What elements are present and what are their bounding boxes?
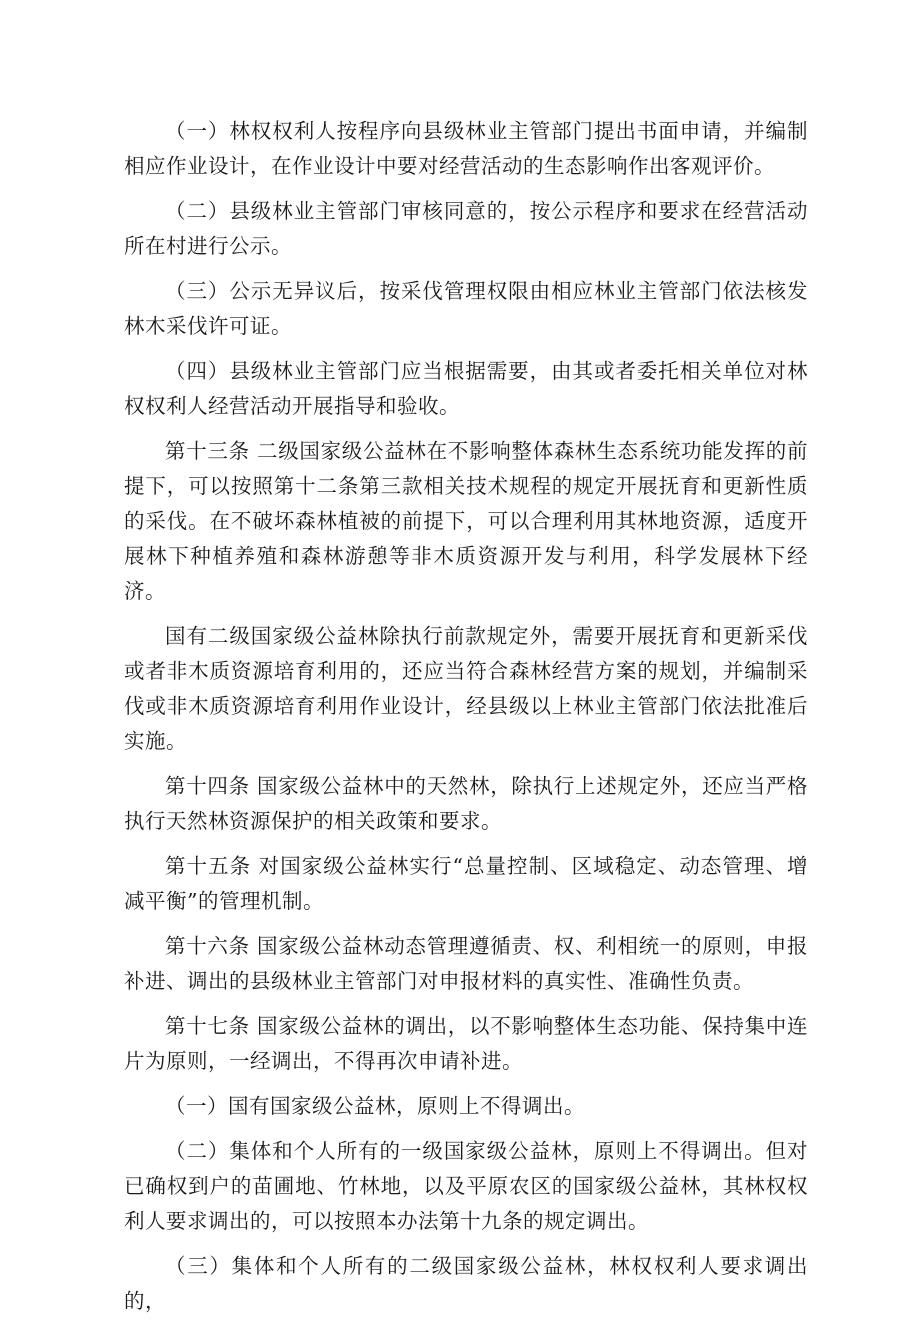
- paragraph-item-2-review: （二）县级林业主管部门审核同意的，按公示程序和要求在经营活动所在村进行公示。: [124, 199, 808, 258]
- paragraph-article-13-state-owned: 国有二级国家级公益林除执行前款规定外，需要开展抚育和更新采伐或者非木质资源培育利用的，还应当符合森林经营方案的规划，并编制采伐或非木质资源培育利用作业设计，经县级以上林业主管部门依法批准后实施。: [124, 624, 808, 753]
- paragraph-article-15: 第十五条 对国家级公益林实行“总量控制、区域稳定、动态管理、增减平衡”的管理机制。: [124, 854, 808, 913]
- document-body: [124, 114, 808, 1329]
- paragraph-article-17: 第十七条 国家级公益林的调出，以不影响整体生态功能、保持集中连片为原则，一经调出，不得再次申请补进。: [124, 1014, 808, 1073]
- paragraph-article-17-item-1: （一）国有国家级公益林，原则上不得调出。: [165, 1094, 585, 1118]
- paragraph-article-14: 第十四条 国家级公益林中的天然林，除执行上述规定外，还应当严格执行天然林资源保护的相关政策和要求。: [124, 774, 808, 833]
- paragraph-article-17-item-3: （三）集体和个人所有的二级国家级公益林，林权权利人要求调出的，: [124, 1254, 808, 1313]
- paragraph-article-13: 第十三条 二级国家级公益林在不影响整体森林生态系统功能发挥的前提下，可以按照第十二条第三款相关技术规程的规定开展抚育和更新性质的采伐。在不破坏森林植被的前提下，可以合理利用其林地资源，适度开展林下种植养殖和森林游憩等非木质资源开发与利用，科学发展林下经济。: [124, 439, 808, 603]
- paragraph-article-16: 第十六条 国家级公益林动态管理遵循责、权、利相统一的原则，申报补进、调出的县级林业主管部门对申报材料的真实性、准确性负责。: [124, 934, 808, 993]
- paragraph-article-17-item-2: （二）集体和个人所有的一级国家级公益林，原则上不得调出。但对已确权到户的苗圃地、竹林地，以及平原农区的国家级公益林，其林权权利人要求调出的，可以按照本办法第十九条的规定调出。: [124, 1139, 808, 1233]
- paragraph-item-1-application: （一）林权权利人按程序向县级林业主管部门提出书面申请，并编制相应作业设计，在作业设计中要对经营活动的生态影响作出客观评价。: [124, 119, 808, 178]
- paragraph-item-3-permit: （三）公示无异议后，按采伐管理权限由相应林业主管部门依法核发林木采伐许可证。: [124, 279, 808, 338]
- paragraph-item-4-guidance: （四）县级林业主管部门应当根据需要，由其或者委托相关单位对林权权利人经营活动开展指导和验收。: [124, 359, 808, 418]
